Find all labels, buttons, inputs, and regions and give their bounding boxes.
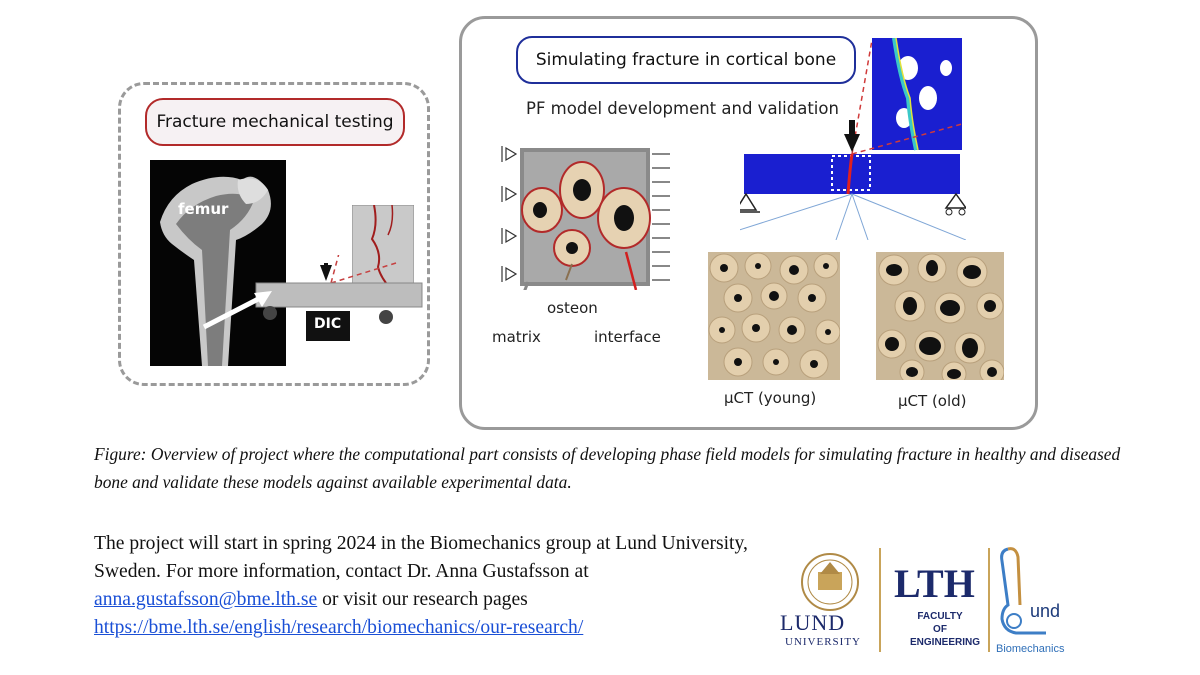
project-info-paragraph bbox=[94, 530, 774, 642]
osteon-label: osteon bbox=[547, 299, 598, 317]
beam-test-setup bbox=[196, 255, 426, 345]
simulation-title: Simulating fracture in cortical bone bbox=[516, 36, 856, 84]
research-pages-link[interactable]: https://bme.lth.se/english/research/biomechanics/our-research/ bbox=[94, 617, 584, 638]
figure-caption: Figure: Overview of project where the computational part consists of developing phase field models for simulating fracture in healthy and diseased bone and validate these models against available experimental data. bbox=[94, 444, 1121, 492]
faculty-line-1: FACULTY OF bbox=[917, 611, 963, 635]
uct-old-image bbox=[876, 252, 1004, 380]
project-info-text-2: or visit our research pages bbox=[317, 589, 528, 610]
logo-divider-2 bbox=[988, 548, 990, 652]
lund-university-seal bbox=[796, 552, 864, 618]
dic-camera-label: DIC bbox=[314, 316, 342, 332]
fe-beam-simulation bbox=[740, 38, 966, 240]
fracture-testing-title: Fracture mechanical testing bbox=[145, 98, 405, 146]
femur-label: femur bbox=[178, 200, 229, 218]
lund-logo-sub: UNIVERSITY bbox=[785, 636, 861, 648]
faculty-line-2: ENGINEERING bbox=[910, 637, 981, 648]
matrix-label: matrix bbox=[492, 328, 541, 346]
interface-label: interface bbox=[594, 328, 661, 346]
lth-faculty-text bbox=[910, 610, 981, 649]
project-info-text: The project will start in spring 2024 in the Biomechanics group at Lund University, Sweden. For more information, contact Dr. Anna Gustafsson at bbox=[94, 533, 748, 582]
osteon-model-diagram bbox=[500, 140, 675, 290]
contact-email-link[interactable]: anna.gustafsson@bme.lth.se bbox=[94, 589, 318, 610]
lund-mark-text: und bbox=[1030, 601, 1061, 621]
lth-logo: LTH bbox=[894, 561, 975, 606]
lund-logo-name: LUND bbox=[780, 610, 846, 635]
uct-young-image bbox=[708, 252, 840, 380]
pf-model-subtitle: PF model development and validation bbox=[526, 99, 839, 118]
uct-young-label: µCT (young) bbox=[724, 389, 817, 407]
biomechanics-bone-logo bbox=[994, 545, 1054, 643]
uct-old-label: µCT (old) bbox=[898, 392, 967, 410]
logo-divider bbox=[879, 548, 881, 652]
biomechanics-logo-text: Biomechanics bbox=[996, 643, 1065, 655]
